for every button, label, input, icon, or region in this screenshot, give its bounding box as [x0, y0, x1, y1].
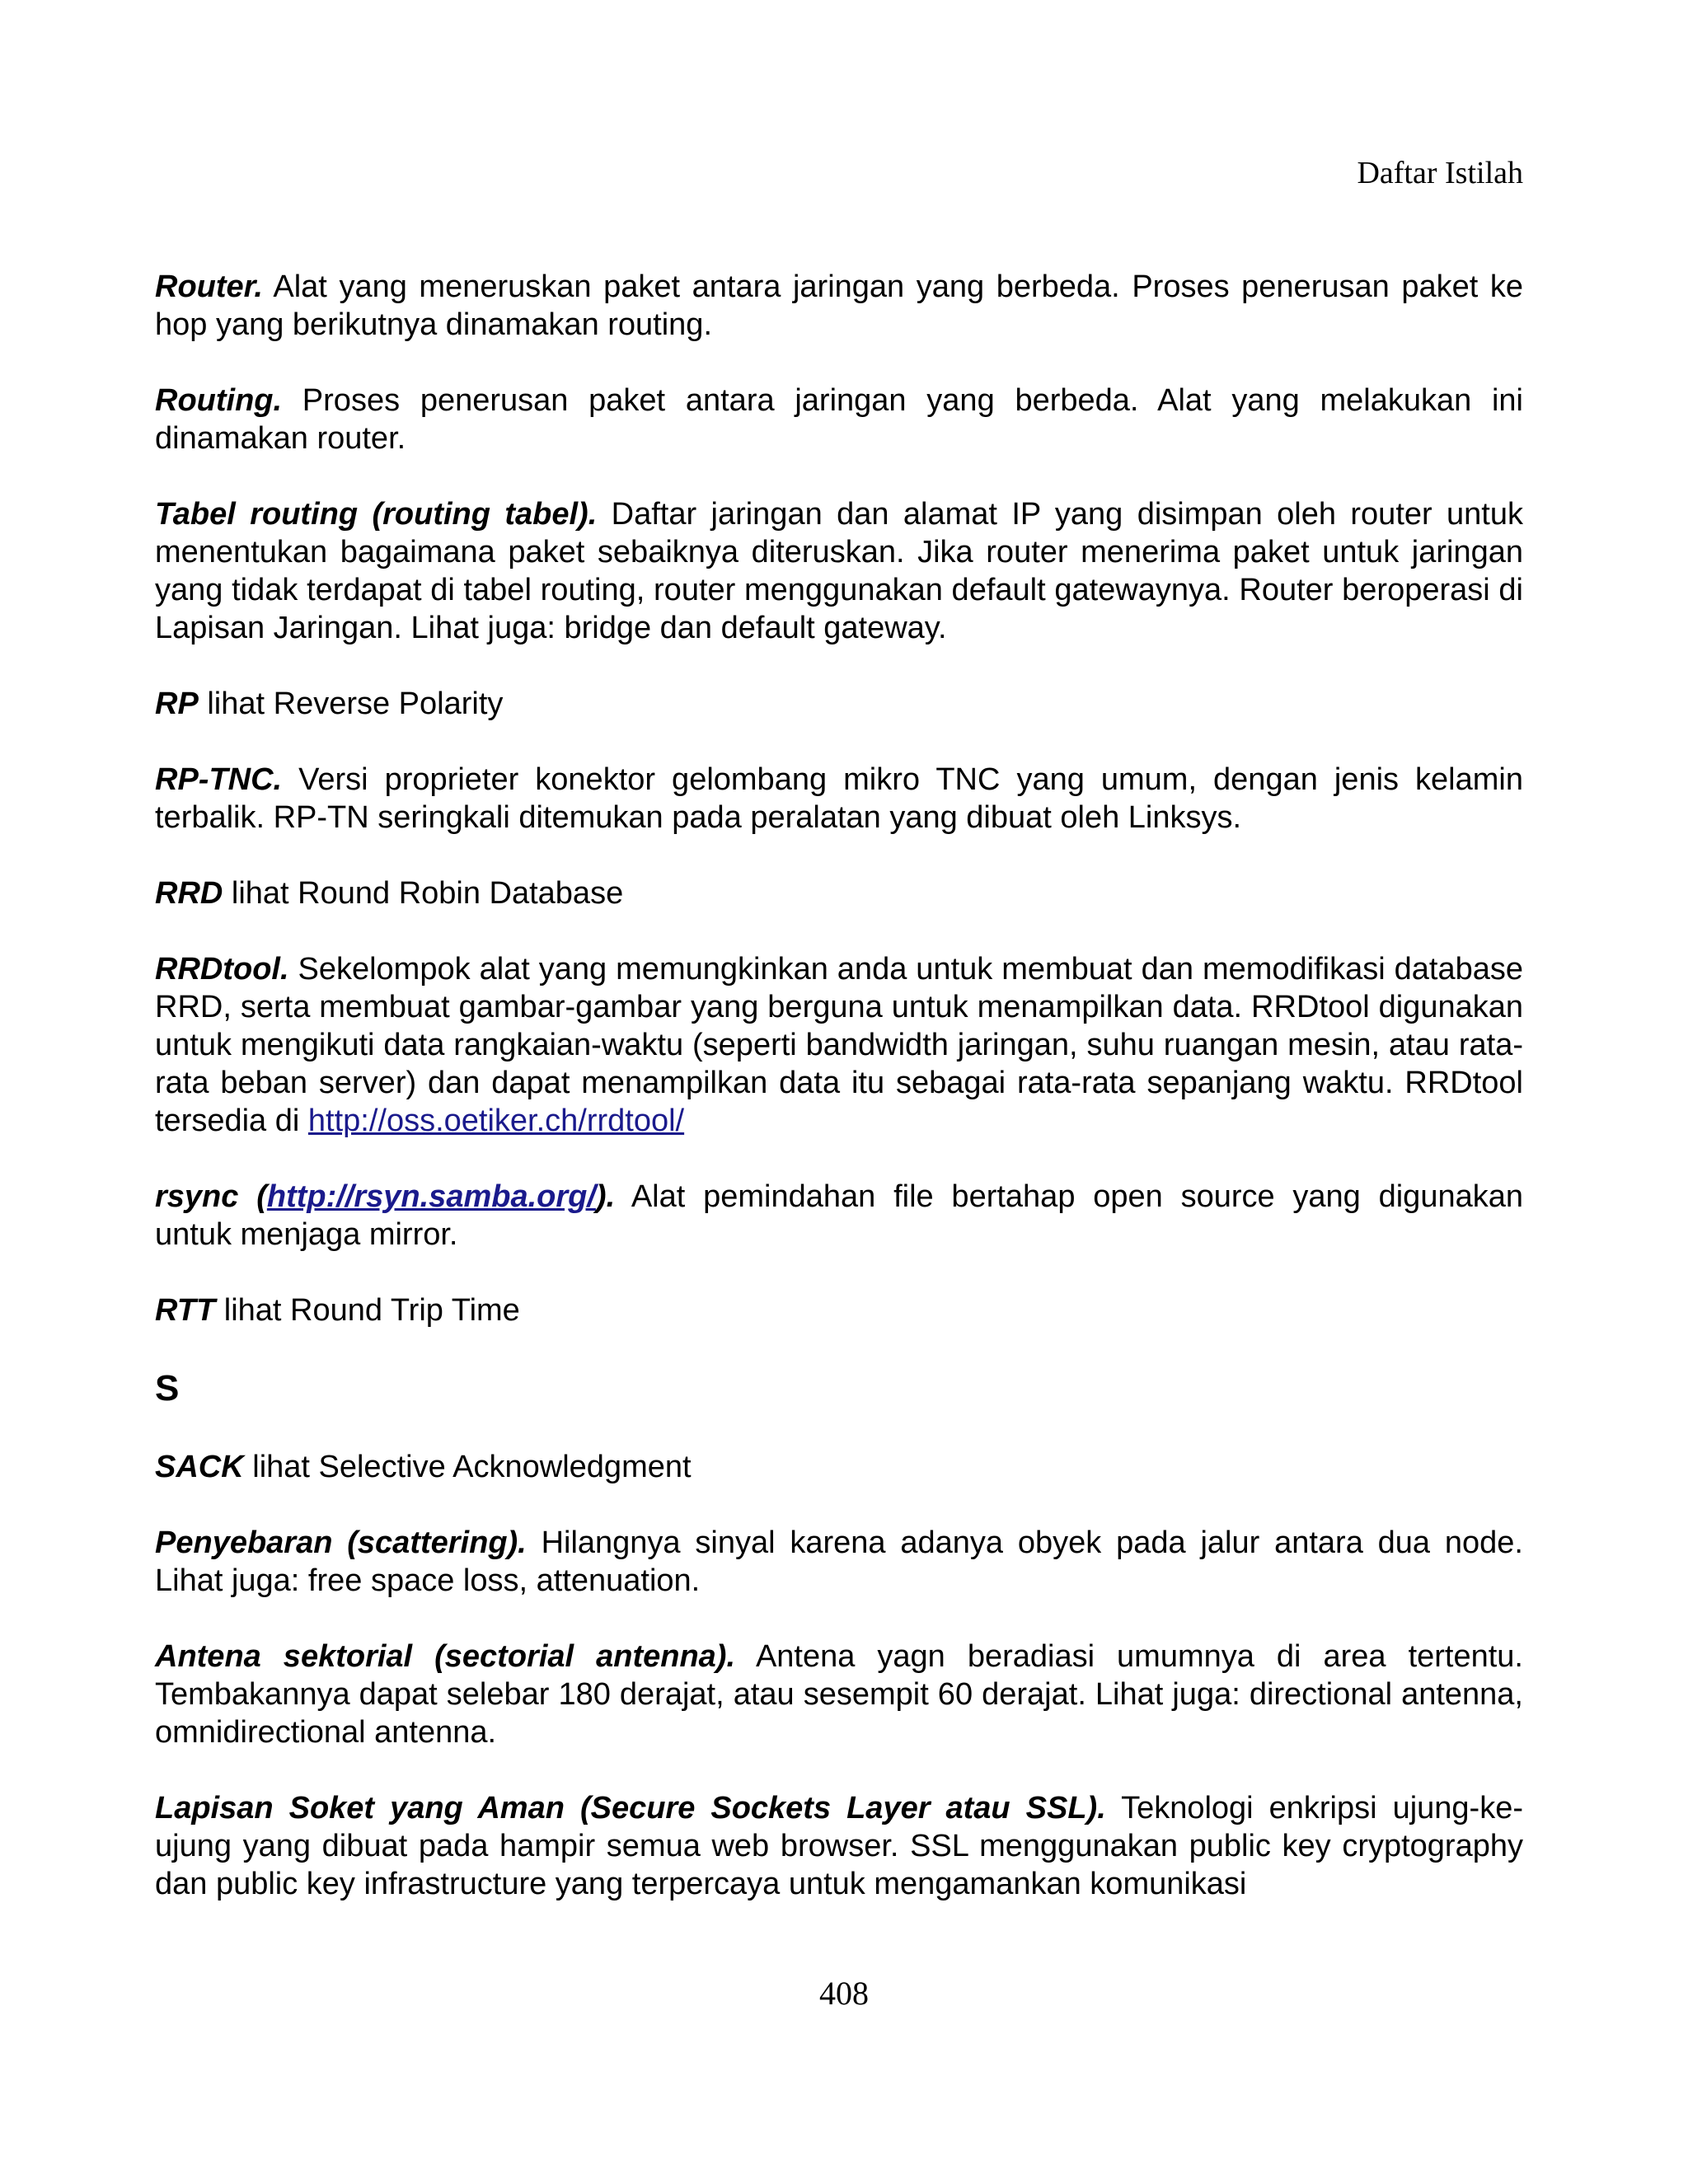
glossary-term: RRDtool.: [155, 952, 289, 987]
glossary-entry-penyebaran: [155, 1524, 1523, 1600]
glossary-definition: Versi proprieter konektor gelombang mikro TNC yang umum, dengan jenis kelamin terbalik. RP-TN seringkali ditemukan pada peralatan yang dibuat oleh Linksys.: [155, 762, 1523, 835]
glossary-definition: lihat Selective Acknowledgment: [243, 1450, 692, 1484]
glossary-definition: Proses penerusan paket antara jaringan yang berbeda. Alat yang melakukan ini dinamakan router.: [155, 383, 1523, 456]
term-suffix: ).: [595, 1179, 616, 1214]
glossary-term: Antena sektorial (sectorial antenna).: [155, 1639, 736, 1674]
glossary-term: Lapisan Soket yang Aman (Secure Sockets Layer atau SSL).: [155, 1791, 1106, 1825]
glossary-entry-sack: [155, 1448, 1523, 1486]
glossary-entry-rrdtool: [155, 950, 1523, 1140]
glossary-entry-rsync: [155, 1178, 1523, 1254]
glossary-term: Router.: [155, 269, 263, 304]
glossary-definition: Alat yang meneruskan paket antara jaringan yang berbeda. Proses penerusan paket ke hop yang berikutnya dinamakan routing.: [155, 269, 1523, 342]
glossary-term: RTT: [155, 1293, 216, 1328]
glossary-definition: Hilangnya sinyal karena adanya obyek pada jalur antara dua node. Lihat juga: free space loss, attenuation.: [155, 1526, 1523, 1598]
page-number: 408: [819, 1975, 869, 2012]
glossary-entry-rrd: [155, 874, 1523, 912]
glossary-definition: Alat pemindahan file bertahap open source yang digunakan untuk menjaga mirror.: [155, 1179, 1523, 1252]
rrdtool-link[interactable]: http://oss.oetiker.ch/rrdtool/: [307, 1104, 685, 1138]
glossary-definition: lihat Reverse Polarity: [198, 687, 504, 721]
term-prefix: rsync (: [155, 1179, 267, 1214]
glossary-term: SACK: [155, 1450, 244, 1484]
glossary-term: Tabel routing (routing tabel).: [155, 497, 598, 532]
running-header: Daftar Istilah: [1357, 156, 1523, 190]
glossary-term: RRD: [155, 876, 223, 911]
glossary-definition: lihat Round Trip Time: [215, 1293, 520, 1328]
glossary-content: [155, 268, 1523, 1941]
glossary-entry-rp-tnc: [155, 761, 1523, 837]
glossary-term: Penyebaran (scattering).: [155, 1526, 527, 1560]
rsync-link[interactable]: http://rsyn.samba.org/: [266, 1179, 596, 1214]
glossary-entry-router: [155, 268, 1523, 344]
glossary-entry-antena-sektorial: [155, 1638, 1523, 1751]
glossary-entry-rp: [155, 685, 1523, 723]
glossary-definition: Sekelompok alat yang memungkinkan anda untuk membuat dan memodifikasi database RRD, serta membuat gambar-gambar yang berguna untuk menampilkan data. RRDtool digunakan untuk mengikuti data rangkaian-waktu (seperti bandwidth jaringan, suhu ruangan mesin, atau rata-rata beban server) dan dapat menampilkan data itu sebagai rata-rata sepanjang waktu. RRDtool tersedia di: [155, 952, 1523, 1138]
glossary-definition: Teknologi enkripsi ujung-ke-ujung yang dibuat pada hampir semua web browser. SSL menggunakan public key cryptography dan public key infrastructure yang terpercaya untuk mengamankan komunikasi: [155, 1791, 1523, 1901]
section-heading-s: S: [155, 1368, 180, 1408]
glossary-term: Routing.: [155, 383, 283, 418]
glossary-term: [155, 1179, 615, 1214]
glossary-definition: lihat Round Robin Database: [223, 876, 624, 911]
glossary-definition: Antena yagn beradiasi umumnya di area tertentu. Tembakannya dapat selebar 180 derajat, atau sesempit 60 derajat. Lihat juga: directional antenna, omnidirectional antenna.: [155, 1639, 1523, 1750]
glossary-definition: Daftar jaringan dan alamat IP yang disimpan oleh router untuk menentukan bagaimana paket sebaiknya diteruskan. Jika router menerima paket untuk jaringan yang tidak terdapat di tabel routing, router menggunakan default gatewaynya. Router beroperasi di Lapisan Jaringan. Lihat juga: bridge dan default gateway.: [155, 497, 1524, 645]
glossary-term: RP-TNC.: [155, 762, 283, 797]
glossary-entry-routing: [155, 382, 1523, 457]
glossary-term: RP: [155, 687, 199, 721]
glossary-entry-tabel-routing: [155, 495, 1523, 647]
glossary-entry-ssl: [155, 1789, 1523, 1903]
glossary-entry-rtt: [155, 1291, 1523, 1329]
